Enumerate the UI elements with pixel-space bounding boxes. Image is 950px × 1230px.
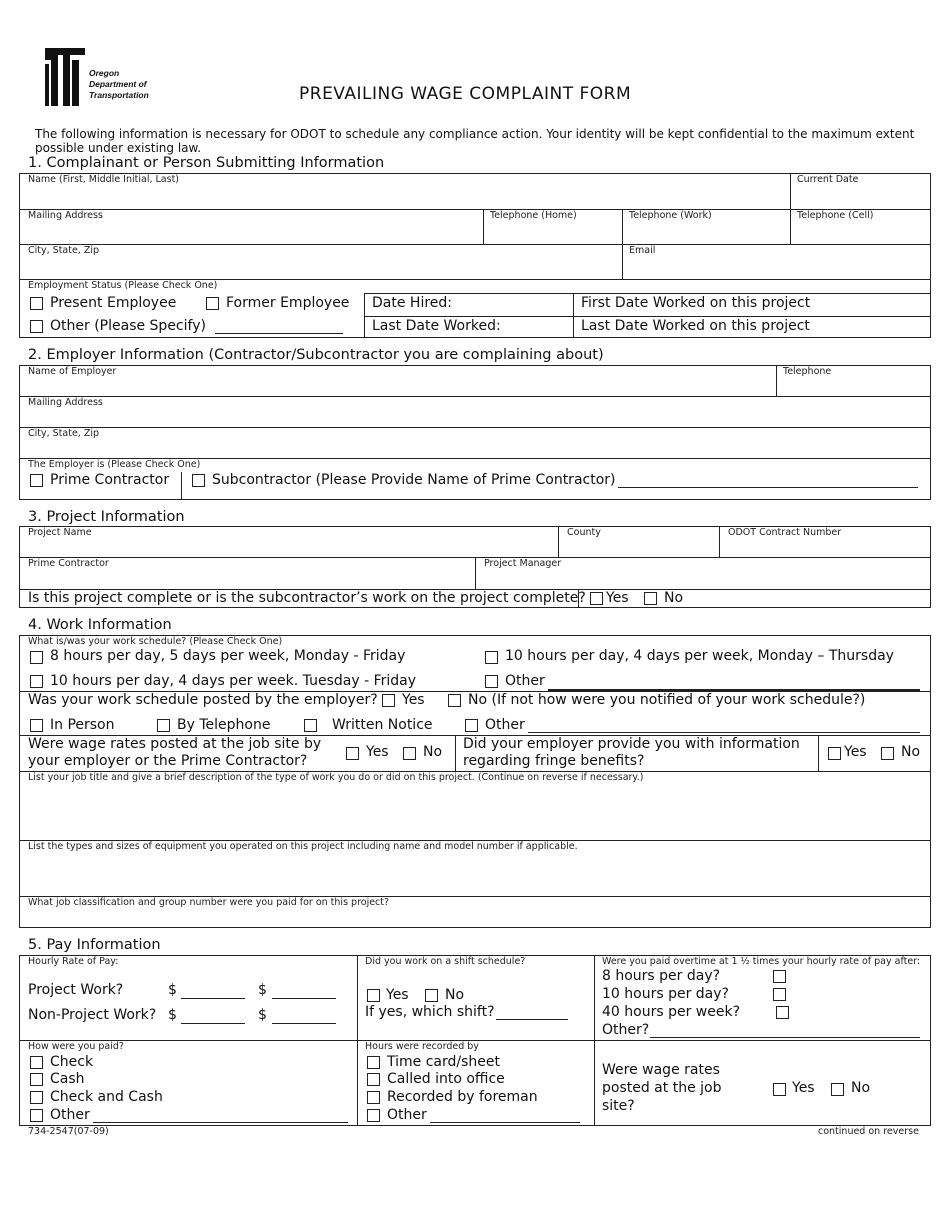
recorded-foreman-checkbox[interactable] [367, 1091, 380, 1104]
which-shift-input[interactable] [496, 1019, 568, 1020]
hours-recorded-label: Hours were recorded by [365, 1041, 479, 1052]
name-field[interactable] [20, 174, 789, 208]
employer-city-field[interactable] [20, 428, 930, 458]
schedule-other-input[interactable] [548, 689, 920, 691]
project-work-label: Project Work? [28, 982, 124, 998]
paid-other-label: Other [50, 1107, 90, 1123]
project-complete-no-checkbox[interactable] [644, 592, 657, 605]
present-employee-label: Present Employee [50, 295, 177, 311]
prime-contractor-label: Prime Contractor [50, 472, 170, 488]
former-employee-checkbox[interactable] [206, 297, 219, 310]
equipment-field[interactable] [20, 841, 930, 895]
section4-heading: 4. Work Information [28, 617, 172, 633]
wage-posted-yes-checkbox[interactable] [773, 1083, 786, 1096]
telephone-work-field[interactable] [623, 210, 789, 244]
email-label: Email [629, 245, 656, 256]
overtime-10-hours-checkbox[interactable] [773, 988, 786, 1001]
paid-check-and-cash-checkbox[interactable] [30, 1091, 43, 1104]
date-hired-label: Date Hired: [372, 295, 452, 311]
logo-line-1: Oregon [89, 68, 120, 78]
telephone-work-label: Telephone (Work) [629, 210, 712, 221]
overtime-other-input[interactable] [650, 1037, 920, 1038]
paid-other-input[interactable] [93, 1122, 348, 1123]
paid-check-checkbox[interactable] [30, 1056, 43, 1069]
odot-logo-mark [43, 46, 87, 110]
page-title: PREVAILING WAGE COMPLAINT FORM [299, 84, 632, 104]
project-complete-yes-checkbox[interactable] [590, 592, 603, 605]
wage-posted-no-label: No [851, 1080, 871, 1096]
project-work-rate-input-2[interactable] [272, 998, 336, 999]
last-date-worked-label: Last Date Worked: [372, 318, 501, 334]
project-prime-contractor-field[interactable] [20, 558, 474, 589]
wage-posted-no-checkbox[interactable] [831, 1083, 844, 1096]
employer-city-label: City, State, Zip [28, 428, 100, 439]
subcontractor-checkbox[interactable] [192, 474, 205, 487]
paid-other-checkbox[interactable] [30, 1109, 43, 1122]
job-title-field[interactable] [20, 772, 930, 839]
non-project-rate-input-2[interactable] [272, 1023, 336, 1024]
present-employee-checkbox[interactable] [30, 297, 43, 310]
overtime-8-hours-checkbox[interactable] [773, 970, 786, 983]
name-label: Name (First, Middle Initial, Last) [28, 174, 180, 185]
project-work-rate-input-1[interactable] [181, 998, 245, 999]
wage-posted-question-line-1: Were wage rates [602, 1062, 720, 1078]
telephone-home-field[interactable] [484, 210, 621, 244]
project-work-dollar-2: $ [258, 982, 267, 998]
intro-text-line2: possible under existing law. [35, 141, 202, 155]
classification-label: What job classification and group number were you paid for on this project? [28, 897, 390, 908]
notified-written-notice-checkbox[interactable] [304, 719, 317, 732]
recorded-other-input[interactable] [430, 1122, 580, 1123]
employer-telephone-field[interactable] [777, 366, 930, 396]
schedule-posted-yes-label: Yes [402, 692, 425, 708]
city-state-zip-label: City, State, Zip [28, 245, 100, 256]
notified-other-checkbox[interactable] [465, 719, 478, 732]
employer-name-field[interactable] [20, 366, 775, 396]
paid-check-label: Check [50, 1054, 94, 1070]
equipment-label: List the types and sizes of equipment you operated on this project including name and model number if applicable. [28, 841, 578, 852]
project-name-label: Project Name [28, 527, 92, 538]
fringe-benefits-yes-checkbox[interactable] [828, 747, 841, 760]
overtime-label: Were you paid overtime at 1 ½ times your hourly rate of pay after: [602, 956, 921, 967]
recorded-other-checkbox[interactable] [367, 1109, 380, 1122]
divider [364, 293, 931, 294]
which-shift-label: If yes, which shift? [365, 1004, 495, 1020]
schedule-posted-question: Was your work schedule posted by the employer? [28, 692, 378, 708]
paid-cash-label: Cash [50, 1071, 85, 1087]
called-office-label: Called into office [387, 1071, 505, 1087]
wage-rates-posted-no-label: No [423, 744, 443, 760]
job-title-label: List your job title and give a brief description of the type of work you do or did on this project. (Continue on reverse if necessary.) [28, 772, 644, 783]
schedule-posted-yes-checkbox[interactable] [382, 694, 395, 707]
employer-is-label: The Employer is (Please Check One) [28, 459, 201, 470]
telephone-home-label: Telephone (Home) [490, 210, 577, 221]
former-employee-label: Former Employee [226, 295, 350, 311]
form-number: 734-2547(07-09) [28, 1126, 109, 1137]
prime-contractor-name-input[interactable] [618, 487, 918, 488]
county-label: County [567, 527, 601, 538]
last-date-project-label: Last Date Worked on this project [581, 318, 810, 334]
shift-yes-checkbox[interactable] [367, 989, 380, 1002]
wage-rates-posted-question-1: Were wage rates posted at the job site by [28, 736, 322, 752]
non-project-work-dollar-2: $ [258, 1007, 267, 1023]
county-field[interactable] [559, 527, 718, 557]
current-date-field[interactable] [791, 174, 930, 208]
divider [573, 293, 574, 338]
odot-logo [43, 46, 158, 110]
section2-heading: 2. Employer Information (Contractor/Subcontractor you are complaining about) [28, 347, 604, 363]
contract-number-field[interactable] [720, 527, 930, 557]
schedule-10x4-tue-fri-checkbox[interactable] [30, 675, 43, 688]
divider [455, 735, 456, 772]
notified-other-label: Other [485, 717, 525, 733]
divider [181, 472, 182, 500]
hourly-rate-label: Hourly Rate of Pay: [28, 956, 119, 967]
section3-heading: 3. Project Information [28, 509, 185, 525]
paid-check-and-cash-label: Check and Cash [50, 1089, 163, 1105]
contract-number-label: ODOT Contract Number [728, 527, 842, 538]
schedule-10x4-tue-fri-label: 10 hours per day, 4 days per week. Tuesday - Friday [50, 673, 417, 689]
schedule-10x4-mon-thu-label: 10 hours per day, 4 days per week, Monday – Thursday [505, 648, 894, 664]
overtime-40-hours-label: 40 hours per week? [602, 1004, 740, 1020]
project-complete-question: Is this project complete or is the subcontractor’s work on the project complete? [28, 590, 586, 606]
mailing-address-label: Mailing Address [28, 210, 103, 221]
wage-rates-posted-yes-label: Yes [366, 744, 389, 760]
employer-mailing-address-label: Mailing Address [28, 397, 103, 408]
mailing-address-field[interactable] [20, 210, 482, 244]
telephone-cell-label: Telephone (Cell) [797, 210, 874, 221]
wage-rates-posted-question-2: your employer or the Prime Contractor? [28, 753, 308, 769]
project-manager-field[interactable] [476, 558, 930, 589]
shift-schedule-label: Did you work on a shift schedule? [365, 956, 526, 967]
email-field[interactable] [623, 245, 930, 279]
intro-text-line1: The following information is necessary for ODOT to schedule any compliance action. Your identity will be kept confidential to the maximum extent [35, 127, 915, 141]
logo-line-3: Transportation [89, 90, 149, 100]
divider [364, 316, 931, 317]
fringe-benefits-no-checkbox[interactable] [881, 747, 894, 760]
wage-rates-posted-no-checkbox[interactable] [403, 747, 416, 760]
overtime-8-hours-label: 8 hours per day? [602, 968, 721, 984]
shift-no-checkbox[interactable] [425, 989, 438, 1002]
time-card-checkbox[interactable] [367, 1056, 380, 1069]
subcontractor-label: Subcontractor (Please Provide Name of Prime Contractor) [212, 472, 616, 488]
section5-heading: 5. Pay Information [28, 937, 161, 953]
paid-cash-checkbox[interactable] [30, 1073, 43, 1086]
fringe-benefits-question-1: Did your employer provide you with information [463, 736, 800, 752]
called-office-checkbox[interactable] [367, 1073, 380, 1086]
project-prime-contractor-label: Prime Contractor [28, 558, 109, 569]
city-state-zip-field[interactable] [20, 245, 621, 279]
fringe-benefits-yes-label: Yes [844, 744, 867, 760]
work-schedule-label: What is/was your work schedule? (Please Check One) [28, 636, 283, 647]
schedule-other-checkbox[interactable] [485, 675, 498, 688]
project-work-dollar-1: $ [168, 982, 177, 998]
divider [357, 955, 358, 1126]
other-status-label: Other (Please Specify) [50, 318, 206, 334]
notified-in-person-label: In Person [50, 717, 115, 733]
shift-no-label: No [445, 987, 465, 1003]
project-manager-label: Project Manager [484, 558, 562, 569]
first-date-project-label: First Date Worked on this project [581, 295, 811, 311]
notified-in-person-checkbox[interactable] [30, 719, 43, 732]
classification-field[interactable] [20, 897, 930, 927]
telephone-cell-field[interactable] [791, 210, 930, 244]
schedule-posted-no-label: No (If not how were you notified of your work schedule?) [468, 692, 866, 708]
notified-other-input[interactable] [528, 732, 920, 733]
project-complete-yes-label: Yes [606, 590, 629, 606]
continued-on-reverse: continued on reverse [818, 1126, 919, 1137]
how-paid-label: How were you paid? [28, 1041, 124, 1052]
notified-written-notice-label: Written Notice [332, 717, 433, 733]
wage-posted-question-line-2: posted at the job [602, 1080, 722, 1096]
recorded-other-label: Other [387, 1107, 427, 1123]
overtime-10-hours-label: 10 hours per day? [602, 986, 729, 1002]
wage-posted-question-line-3: site? [602, 1098, 635, 1114]
section1-heading: 1. Complainant or Person Submitting Information [28, 155, 385, 171]
project-name-field[interactable] [20, 527, 557, 557]
time-card-label: Time card/sheet [387, 1054, 500, 1070]
notified-by-telephone-checkbox[interactable] [157, 719, 170, 732]
divider [594, 955, 595, 1126]
divider [818, 735, 819, 772]
schedule-8x5-label: 8 hours per day, 5 days per week, Monday - Friday [50, 648, 406, 664]
project-complete-no-label: No [664, 590, 684, 606]
other-status-input[interactable] [215, 333, 343, 334]
notified-by-telephone-label: By Telephone [177, 717, 271, 733]
non-project-work-label: Non-Project Work? [28, 1007, 157, 1023]
recorded-foreman-label: Recorded by foreman [387, 1089, 538, 1105]
wage-rates-posted-yes-checkbox[interactable] [346, 747, 359, 760]
non-project-work-dollar-1: $ [168, 1007, 177, 1023]
schedule-10x4-mon-thu-checkbox[interactable] [485, 651, 498, 664]
overtime-40-hours-checkbox[interactable] [776, 1006, 789, 1019]
employer-telephone-label: Telephone [783, 366, 832, 377]
schedule-other-label: Other [505, 673, 545, 689]
shift-yes-label: Yes [386, 987, 409, 1003]
other-status-checkbox[interactable] [30, 320, 43, 333]
employer-name-label: Name of Employer [28, 366, 117, 377]
employment-status-label: Employment Status (Please Check One) [28, 280, 218, 291]
non-project-rate-input-1[interactable] [181, 1023, 245, 1024]
schedule-posted-no-checkbox[interactable] [448, 694, 461, 707]
overtime-other-label: Other? [602, 1022, 650, 1038]
prime-contractor-checkbox[interactable] [30, 474, 43, 487]
employer-mailing-address-field[interactable] [20, 397, 930, 427]
schedule-8x5-checkbox[interactable] [30, 651, 43, 664]
logo-line-2: Department of [89, 79, 147, 89]
fringe-benefits-question-2: regarding fringe benefits? [463, 753, 645, 769]
divider [364, 293, 365, 338]
wage-posted-yes-label: Yes [792, 1080, 815, 1096]
fringe-benefits-no-label: No [901, 744, 921, 760]
current-date-label: Current Date [797, 174, 859, 185]
